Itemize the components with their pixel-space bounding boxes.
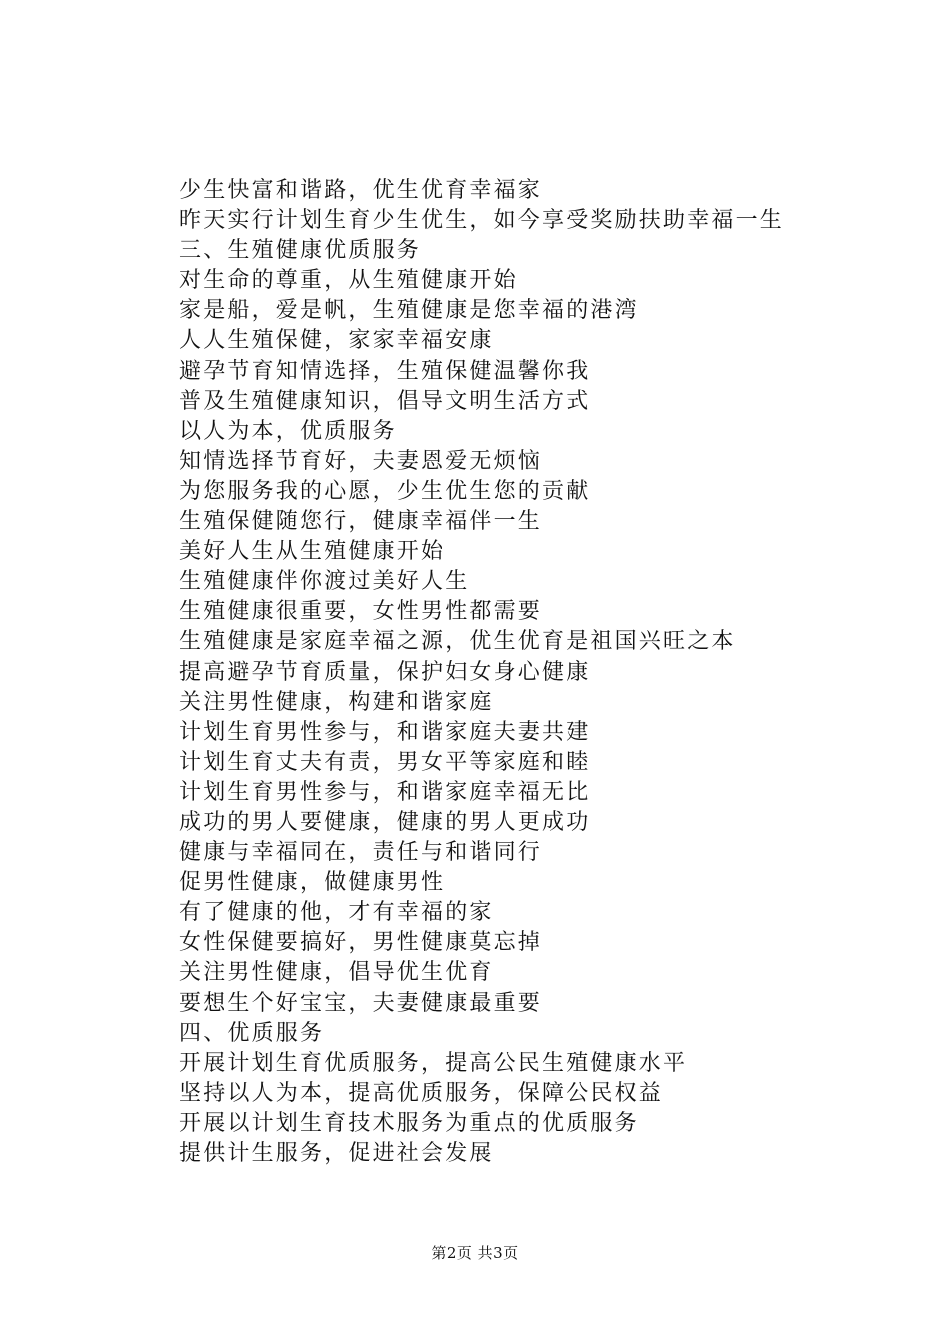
text-line: 为您服务我的心愿，少生优生您的贡献 bbox=[179, 478, 591, 504]
text-line: 计划生育男性参与，和谐家庭幸福无比 bbox=[179, 779, 591, 805]
text-line: 要想生个好宝宝，夫妻健康最重要 bbox=[179, 990, 543, 1016]
text-line: 少生快富和谐路，优生优育幸福家 bbox=[179, 178, 543, 203]
text-line: 健康与幸福同在，责任与和谐同行 bbox=[179, 840, 543, 866]
text-line: 计划生育丈夫有责，男女平等家庭和睦 bbox=[179, 749, 591, 775]
text-line: 关注男性健康，倡导优生优育 bbox=[179, 960, 494, 986]
text-line: 知情选择节育好，夫妻恩爱无烦恼 bbox=[179, 448, 543, 474]
text-line: 提高避孕节育质量，保护妇女身心健康 bbox=[179, 659, 591, 685]
text-line: 对生命的尊重，从生殖健康开始 bbox=[179, 268, 518, 294]
text-line: 避孕节育知情选择，生殖保健温馨你我 bbox=[179, 358, 591, 384]
page-footer: 第2页 共3页 bbox=[431, 1244, 519, 1262]
text-line: 关注男性健康，构建和谐家庭 bbox=[179, 689, 494, 715]
text-line: 开展计划生育优质服务，提高公民生殖健康水平 bbox=[179, 1050, 688, 1076]
text-line: 促男性健康，做健康男性 bbox=[179, 870, 446, 896]
text-line: 普及生殖健康知识，倡导文明生活方式 bbox=[179, 388, 591, 414]
document-body bbox=[179, 176, 879, 1169]
section-heading: 四、优质服务 bbox=[179, 1020, 325, 1046]
section-heading: 三、生殖健康优质服务 bbox=[179, 238, 422, 264]
text-line: 成功的男人要健康，健康的男人更成功 bbox=[179, 809, 591, 835]
text-line: 昨天实行计划生育少生优生，如今享受奖励扶助幸福一生 bbox=[179, 208, 785, 234]
text-line: 人人生殖保健，家家幸福安康 bbox=[179, 328, 494, 354]
text-line: 女性保健要搞好，男性健康莫忘掉 bbox=[179, 930, 543, 956]
text-line: 生殖保健随您行，健康幸福伴一生 bbox=[179, 509, 543, 535]
text-line: 生殖健康伴你渡过美好人生 bbox=[179, 569, 470, 595]
text-line: 开展以计划生育技术服务为重点的优质服务 bbox=[179, 1110, 639, 1136]
text-line: 家是船，爱是帆，生殖健康是您幸福的港湾 bbox=[179, 298, 639, 324]
text-line: 生殖健康很重要，女性男性都需要 bbox=[179, 599, 543, 625]
text-line: 以人为本，优质服务 bbox=[179, 418, 397, 444]
text-line: 生殖健康是家庭幸福之源，优生优育是祖国兴旺之本 bbox=[179, 629, 736, 655]
text-line: 有了健康的他，才有幸福的家 bbox=[179, 900, 494, 926]
text-line: 计划生育男性参与，和谐家庭夫妻共建 bbox=[179, 719, 591, 745]
text-line: 坚持以人为本，提高优质服务，保障公民权益 bbox=[179, 1080, 664, 1106]
text-line: 美好人生从生殖健康开始 bbox=[179, 539, 446, 565]
text-line: 提供计生服务，促进社会发展 bbox=[179, 1141, 494, 1166]
